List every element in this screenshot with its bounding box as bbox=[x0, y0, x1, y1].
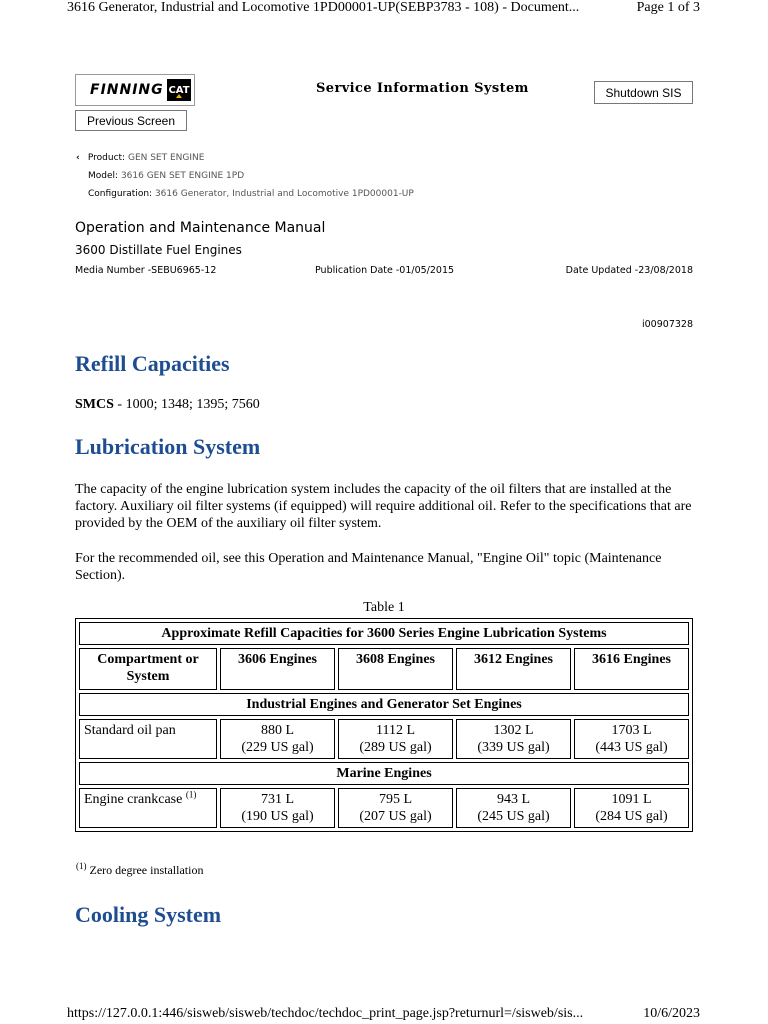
group-marine: Marine Engines bbox=[79, 762, 689, 785]
table-cell bbox=[220, 719, 335, 759]
chevron-left-icon: ‹ bbox=[76, 153, 80, 163]
breadcrumb-model bbox=[76, 171, 414, 189]
value-gallons: (339 US gal) bbox=[477, 740, 550, 755]
document-reference-id: i00907328 bbox=[642, 319, 693, 330]
product-label: Product: bbox=[87, 153, 126, 163]
lubrication-paragraph-1: The capacity of the engine lubrication system includes the capacity of the oil filters that are installed at the factory. Auxiliary oil filter systems (if equipped) will require additional oil. Refer to the specifications that are provided by the OEM of the auxiliary oil filter system. bbox=[75, 482, 692, 531]
previous-screen-button[interactable]: Previous Screen bbox=[75, 110, 187, 131]
group-industrial: Industrial Engines and Generator Set Engines bbox=[79, 693, 689, 716]
print-header bbox=[0, 0, 768, 22]
configuration-value: 3616 Generator, Industrial and Locomotive 1PD00001-UP bbox=[154, 189, 414, 199]
manual-subtitle: 3600 Distillate Fuel Engines bbox=[75, 243, 242, 257]
print-page-number: Page 1 of 3 bbox=[636, 0, 700, 15]
value-gallons: (229 US gal) bbox=[241, 740, 314, 755]
refill-capacities-table bbox=[75, 618, 693, 832]
heading-refill-capacities: Refill Capacities bbox=[75, 351, 230, 376]
table-caption: Table 1 bbox=[363, 600, 405, 615]
breadcrumb-configuration bbox=[76, 189, 414, 207]
table-title: Approximate Refill Capacities for 3600 Series Engine Lubrication Systems bbox=[79, 622, 689, 645]
column-header: 3616 Engines bbox=[574, 648, 689, 690]
table-group-row bbox=[79, 693, 689, 716]
value-gallons: (245 US gal) bbox=[477, 809, 550, 824]
media-number: Media Number -SEBU6965-12 bbox=[75, 265, 217, 276]
table-cell bbox=[338, 719, 453, 759]
column-header: 3612 Engines bbox=[456, 648, 571, 690]
lubrication-paragraph-2: For the recommended oil, see this Operation and Maintenance Manual, "Engine Oil" topic (Maintenance Section). bbox=[75, 551, 662, 583]
print-doc-title: 3616 Generator, Industrial and Locomotive 1PD00001-UP(SEBP3783 - 108) - Document... bbox=[67, 0, 580, 15]
value-gallons: (284 US gal) bbox=[595, 809, 668, 824]
column-header: 3608 Engines bbox=[338, 648, 453, 690]
heading-cooling-system: Cooling System bbox=[75, 902, 222, 927]
table-group-row bbox=[79, 762, 689, 785]
table-cell bbox=[220, 788, 335, 828]
product-value: GEN SET ENGINE bbox=[127, 153, 205, 163]
value-liters: 880 L bbox=[260, 723, 295, 738]
value-liters: 1112 L bbox=[375, 723, 415, 738]
heading-lubrication-system: Lubrication System bbox=[75, 434, 261, 459]
model-label: Model: bbox=[88, 171, 119, 181]
model-value: 3616 GEN SET ENGINE 1PD bbox=[120, 171, 245, 181]
sis-title: Service Information System bbox=[316, 81, 529, 96]
value-liters: 943 L bbox=[496, 792, 531, 807]
row-label: Standard oil pan bbox=[79, 719, 217, 759]
cat-logo-icon: CAT bbox=[167, 79, 191, 101]
row-label-text: Engine crankcase bbox=[84, 792, 186, 807]
smcs-codes: - 1000; 1348; 1395; 7560 bbox=[113, 397, 260, 412]
publication-date: Publication Date -01/05/2015 bbox=[315, 265, 455, 276]
value-gallons: (190 US gal) bbox=[241, 809, 314, 824]
value-liters: 731 L bbox=[260, 792, 295, 807]
value-gallons: (289 US gal) bbox=[359, 740, 432, 755]
date-updated: Date Updated -23/08/2018 bbox=[565, 265, 693, 276]
table-cell bbox=[574, 719, 689, 759]
value-liters: 1091 L bbox=[611, 792, 652, 807]
breadcrumb bbox=[76, 153, 414, 207]
table-cell bbox=[456, 719, 571, 759]
print-url: https://127.0.0.1:446/sisweb/sisweb/techdoc/techdoc_print_page.jsp?returnurl=/sisweb/sis... bbox=[67, 1006, 584, 1021]
shutdown-sis-button[interactable]: Shutdown SIS bbox=[594, 81, 693, 104]
column-header: 3606 Engines bbox=[220, 648, 335, 690]
finning-cat-logo bbox=[75, 74, 195, 106]
value-liters: 1703 L bbox=[611, 723, 652, 738]
table-cell bbox=[574, 788, 689, 828]
manual-title: Operation and Maintenance Manual bbox=[75, 220, 326, 236]
smcs-line bbox=[75, 397, 260, 413]
footnote bbox=[76, 863, 203, 878]
value-liters: 1302 L bbox=[493, 723, 534, 738]
footnote-mark: (1) bbox=[76, 861, 87, 871]
value-gallons: (207 US gal) bbox=[359, 809, 432, 824]
smcs-label: SMCS bbox=[75, 397, 114, 412]
column-header: Compartment or System bbox=[79, 648, 217, 690]
finning-logo-text: FINNING bbox=[90, 82, 164, 98]
table-row bbox=[79, 788, 689, 828]
value-liters: 795 L bbox=[378, 792, 413, 807]
configuration-label: Configuration: bbox=[88, 189, 153, 199]
footnote-text: Zero degree installation bbox=[86, 863, 204, 877]
table-title-row bbox=[79, 622, 689, 645]
table-cell bbox=[456, 788, 571, 828]
row-label bbox=[79, 788, 217, 828]
footnote-ref: (1) bbox=[185, 789, 197, 800]
breadcrumb-product[interactable] bbox=[76, 153, 414, 171]
print-date: 10/6/2023 bbox=[643, 1006, 700, 1021]
value-gallons: (443 US gal) bbox=[595, 740, 668, 755]
table-row bbox=[79, 719, 689, 759]
table-header-row bbox=[79, 648, 689, 690]
table-cell bbox=[338, 788, 453, 828]
